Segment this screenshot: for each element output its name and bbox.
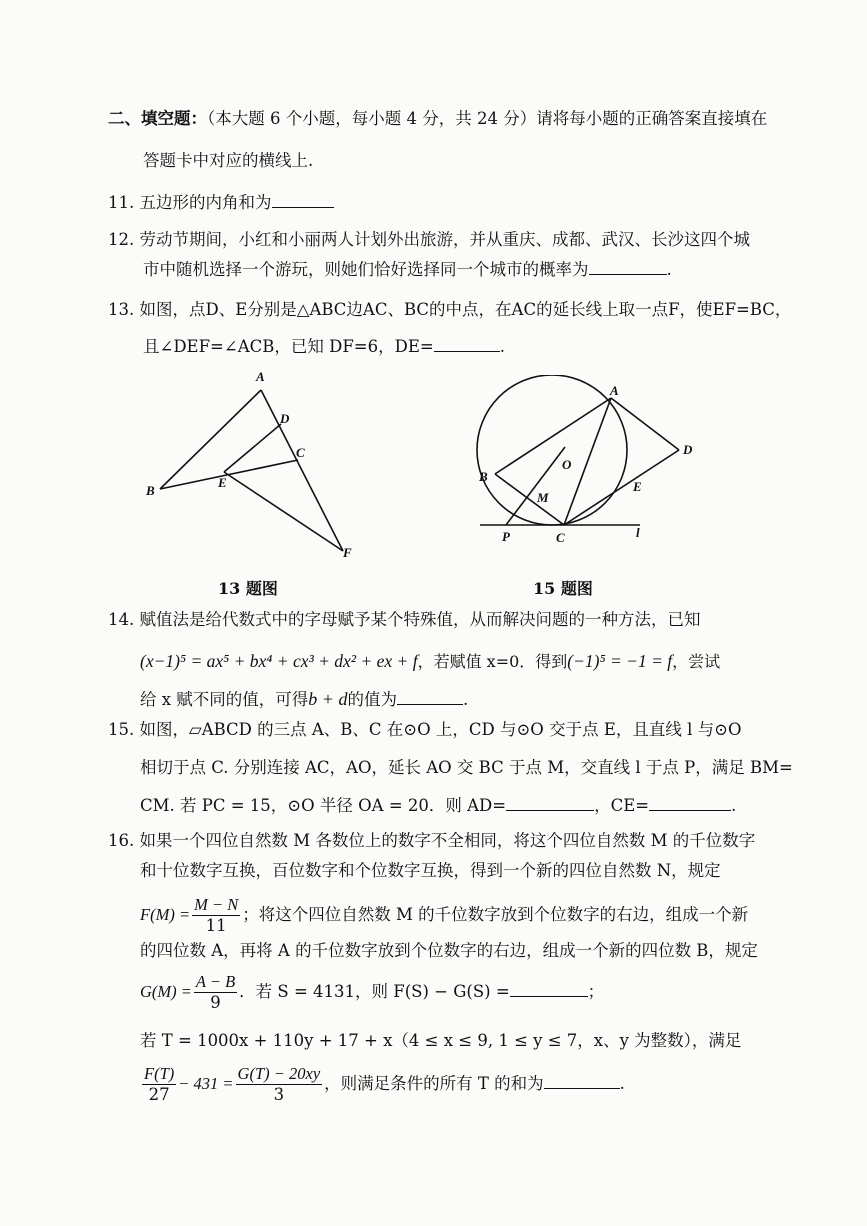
figure-15 <box>470 375 710 555</box>
q14-line2b: ，若赋值 x=0．得到 <box>417 652 568 671</box>
fig13-label-e: E <box>218 475 227 490</box>
q12-line2-wrap <box>143 259 672 281</box>
q16-line6: 若 T = 1000x + 110y + 17 + x（4 ≤ x ≤ 9, 1 ≤ y ≤ 7，x、y 为整数），满足 <box>140 1031 742 1050</box>
q16-line4: 的四位数 A，再将 A 的千位数字放到个位数字的右边，组成一个新的四位数 B，规定 <box>140 941 758 960</box>
q13-line2: 且∠DEF=∠ACB，已知 DF=6，DE= <box>143 337 434 356</box>
q16-c-den2: 3 <box>273 1085 285 1104</box>
fig13-label-c: C <box>296 445 305 460</box>
q15-line1: 如图，▱ABCD 的三点 A、B、C 在⊙O 上，CD 与⊙O 交于点 E，且直线 l 与⊙O <box>139 720 742 739</box>
q16-g-den: 9 <box>210 993 221 1012</box>
q13-end: . <box>499 337 505 356</box>
fig15-label-c: C <box>556 530 565 545</box>
fig15-label-d: D <box>683 442 693 457</box>
q14-number: 14. <box>108 610 135 629</box>
q16-g-fraction <box>194 972 237 1013</box>
fig15-label-p: P <box>502 529 510 544</box>
q16-line3b: ；将这个四位自然数 M 的千位数字放到个位数字的右边，组成一个新 <box>242 905 749 924</box>
q13-number: 13. <box>108 300 135 319</box>
q16-sum-blank <box>544 1074 620 1089</box>
q16-line1: 如果一个四位自然数 M 各数位上的数字不全相同，将这个四位自然数 M 的千位数字 <box>139 831 756 850</box>
q15-line2: 相切于点 C. 分别连接 AC，AO，延长 AO 交 BC 于点 M，交直线 l 于点 P，满足 BM= <box>140 758 793 777</box>
q13-line1: 如图，点D、E分别是△ABC边AC、BC的中点，在AC的延长线上取一点F，使EF=BC， <box>139 300 792 319</box>
q11-number: 11. <box>108 193 135 212</box>
q15-ad-blank <box>506 796 594 811</box>
q15-line3b: ，CE= <box>594 796 650 815</box>
q14-answer-blank <box>397 690 463 705</box>
q12-line2: 市中随机选择一个游玩，则她们恰好选择同一个城市的概率为 <box>143 260 589 279</box>
q14-formula: (x−1)⁵ = ax⁵ + bx⁴ + cx³ + dx² + ex + f <box>140 651 418 671</box>
q16-line2: 和十位数字互换，百位数字和个位数字互换，得到一个新的四位自然数 N，规定 <box>140 861 721 880</box>
q16-line7 <box>140 1062 625 1106</box>
question-16 <box>108 830 755 852</box>
section-title: 二、填空题： <box>108 109 207 128</box>
fig15-label-m: M <box>537 490 549 505</box>
q16-g-lhs: G(M) = <box>140 982 192 1001</box>
q12-number: 12. <box>108 230 135 249</box>
q16-c-num2: G(T) − 20xy <box>237 1064 321 1083</box>
q16-line3 <box>140 893 748 937</box>
q16-c-den1: 27 <box>148 1085 170 1104</box>
question-12 <box>108 229 750 251</box>
q16-c-fraction1 <box>142 1064 176 1105</box>
section-desc-2: 答题卡中对应的横线上. <box>143 151 314 170</box>
fig13-label-f: F <box>343 545 352 560</box>
q15-line3a: CM. 若 PC = 15，⊙O 半径 OA = 20．则 AD= <box>140 796 507 815</box>
q16-f-lhs: F(M) = <box>140 905 191 924</box>
q14-end: . <box>462 690 469 709</box>
q14-formula2: (−1)⁵ = −1 = f <box>567 651 673 671</box>
figure-13 <box>140 365 370 565</box>
q14-line1: 赋值法是给代数式中的字母赋予某个特殊值，从而解决问题的一种方法，已知 <box>139 610 701 629</box>
q14-formula3: b + d <box>308 689 348 709</box>
q15-number: 15. <box>108 720 135 739</box>
q16-line7b: ，则满足条件的所有 T 的和为 <box>324 1074 544 1093</box>
question-15 <box>108 719 742 741</box>
fig13-label-b: B <box>146 483 155 498</box>
q16-line5 <box>140 970 604 1014</box>
question-14 <box>108 609 701 631</box>
q16-f-fraction <box>192 895 240 936</box>
fig13-label-d: D <box>280 411 290 426</box>
q14-line2 <box>140 650 720 673</box>
q16-end7: . <box>619 1074 625 1093</box>
q14-line3b: 的值为 <box>347 690 397 709</box>
q16-c-fraction2 <box>236 1064 323 1105</box>
q13-answer-blank <box>434 337 500 352</box>
q12-answer-blank <box>589 260 667 275</box>
fig15-caption: 15 题图 <box>533 579 593 598</box>
q13-line2-wrap <box>143 336 505 358</box>
q11-text: 五边形的内角和为 <box>139 193 272 212</box>
fig15-label-e: E <box>633 479 642 494</box>
q15-ce-blank <box>649 796 731 811</box>
q11-answer-blank <box>272 193 334 208</box>
q16-end5: ； <box>587 982 605 1001</box>
question-11 <box>108 192 334 214</box>
q15-line3 <box>140 795 736 817</box>
q14-line3a: 给 x 赋不同的值，可得 <box>140 690 309 709</box>
q14-line2c: ，尝试 <box>672 652 721 671</box>
fig15-label-a: A <box>610 383 619 398</box>
q16-fg-blank <box>510 982 588 997</box>
fig15-label-o: O <box>562 457 572 472</box>
fig13-label-a: A <box>256 369 265 384</box>
q16-f-den: 11 <box>205 916 227 935</box>
question-13 <box>108 299 791 321</box>
section-heading <box>108 108 767 130</box>
q12-end: . <box>666 260 672 279</box>
q14-line3 <box>140 688 468 711</box>
q16-number: 16. <box>108 831 135 850</box>
q16-f-num: M − N <box>194 895 239 914</box>
q15-end: . <box>731 796 737 815</box>
fig15-label-b: B <box>479 469 488 484</box>
q16-c-mid: − 431 = <box>178 1074 234 1093</box>
q16-g-num: A − B <box>195 972 236 991</box>
q12-line1: 劳动节期间，小红和小丽两人计划外出旅游，并从重庆、成都、武汉、长沙这四个城 <box>139 230 750 249</box>
fig15-label-l: l <box>636 525 640 540</box>
q16-line5b: ．若 S = 4131，则 F(S) − G(S) = <box>239 982 510 1001</box>
section-desc: （本大题 6 个小题，每小题 4 分，共 24 分）请将每小题的正确答案直接填在 <box>207 109 768 128</box>
q16-c-num1: F(T) <box>144 1064 175 1083</box>
fig13-caption: 13 题图 <box>218 579 278 598</box>
